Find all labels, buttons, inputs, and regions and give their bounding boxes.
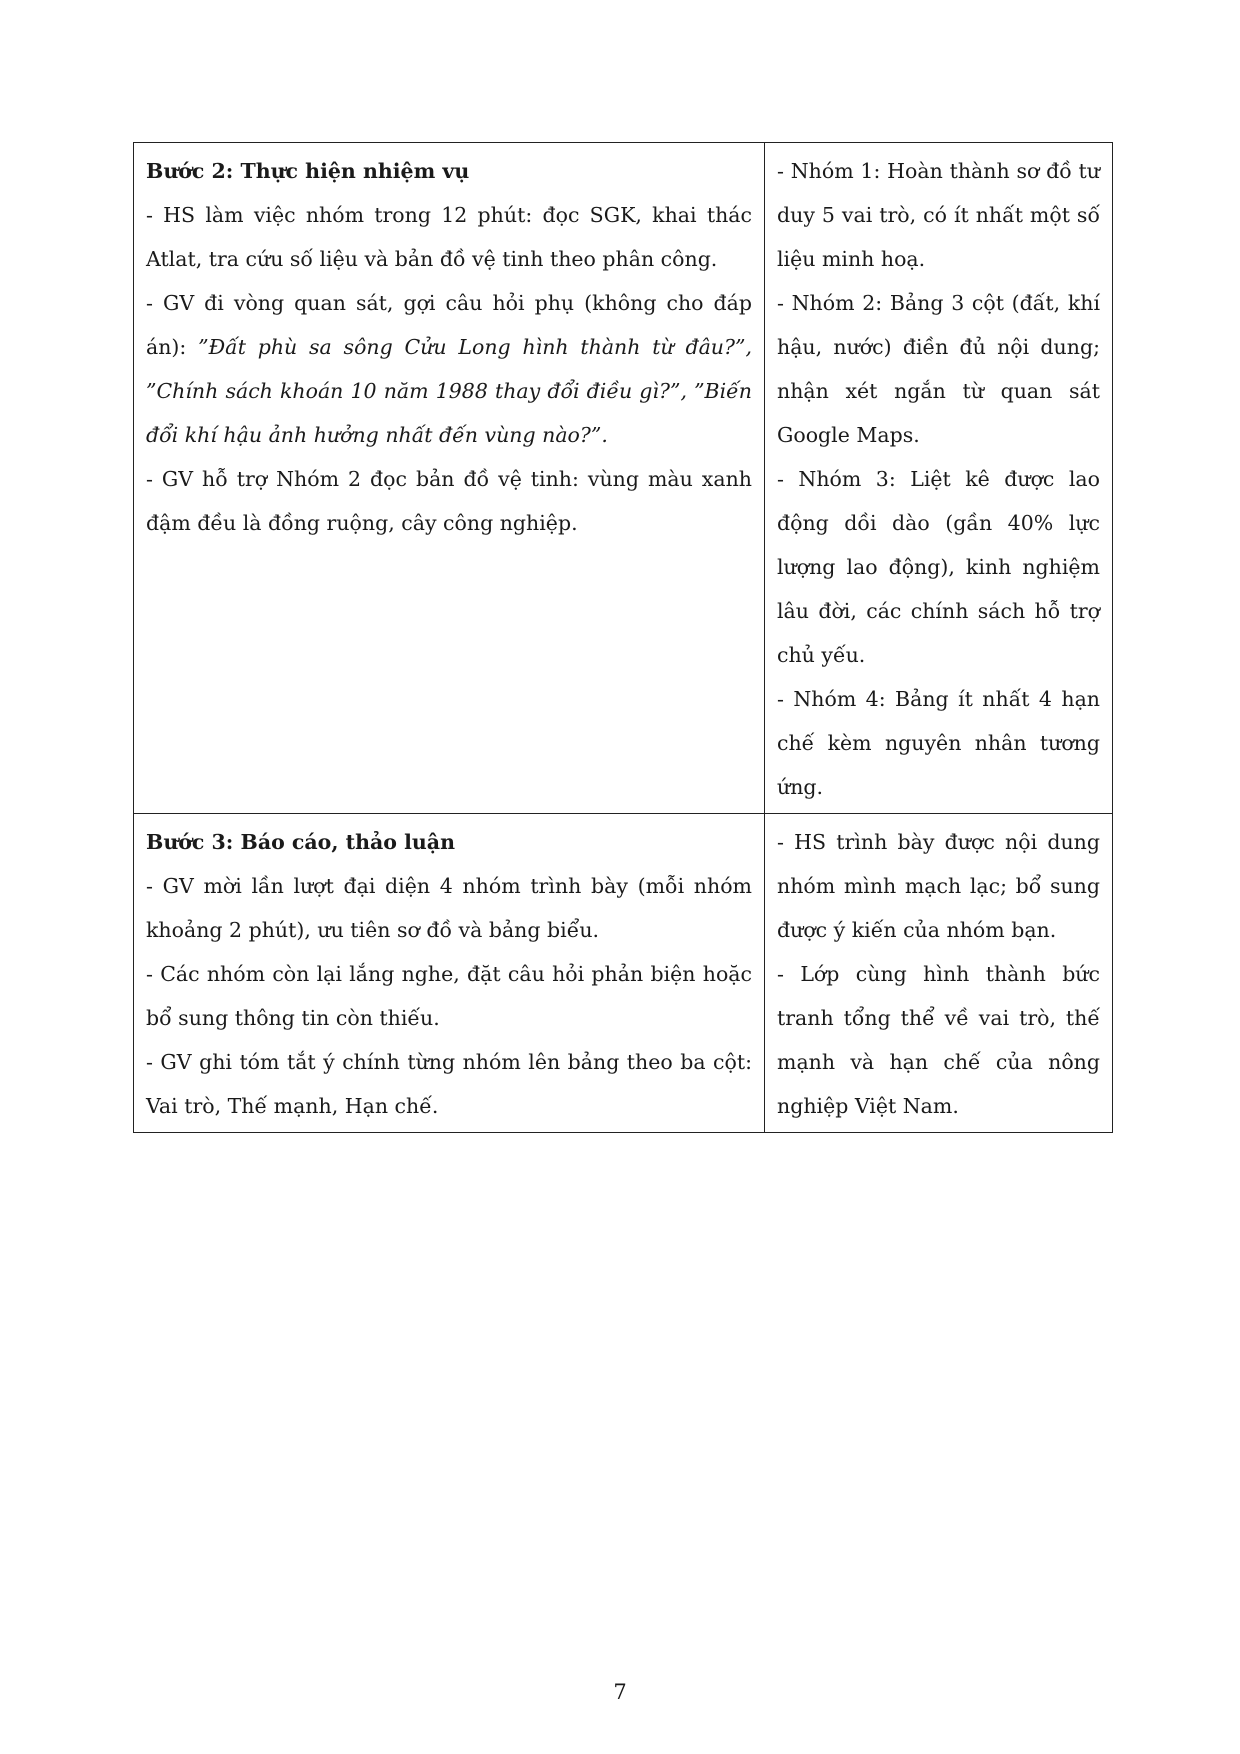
step-3-paragraph-3: - GV ghi tóm tắt ý chính từng nhóm lên bảng theo ba cột: Vai trò, Thế mạnh, Hạn chế. — [146, 1050, 752, 1118]
step-3-outcomes-cell — [765, 814, 1113, 1133]
step-2-outcome-group-3: - Nhóm 3: Liệt kê được lao động dồi dào (gần 40% lực lượng lao động), kinh nghiệm lâu đời, các chính sách hỗ trợ chủ yếu. — [777, 467, 1100, 667]
step-3-paragraph-1: - GV mời lần lượt đại diện 4 nhóm trình bày (mỗi nhóm khoảng 2 phút), ưu tiên sơ đồ và bảng biểu. — [146, 874, 752, 942]
step-2-title: Bước 2: Thực hiện nhiệm vụ — [146, 159, 470, 183]
step-2-outcome-group-4: - Nhóm 4: Bảng ít nhất 4 hạn chế kèm nguyên nhân tương ứng. — [777, 687, 1100, 799]
step-2-paragraph-1: - HS làm việc nhóm trong 12 phút: đọc SGK, khai thác Atlat, tra cứu số liệu và bản đồ vệ tinh theo phân công. — [146, 203, 752, 271]
step-3-outcome-1: - HS trình bày được nội dung nhóm mình mạch lạc; bổ sung được ý kiến của nhóm bạn. — [777, 830, 1100, 942]
step-3-outcome-2: - Lớp cùng hình thành bức tranh tổng thể về vai trò, thế mạnh và hạn chế của nông nghiệp Việt Nam. — [777, 962, 1100, 1118]
step-2-guiding-questions: ”Đất phù sa sông Cửu Long hình thành từ đâu?”, ”Chính sách khoán 10 năm 1988 thay đổi điều gì?”, ”Biến đổi khí hậu ảnh hưởng nhất đến vùng nào?”. — [146, 335, 752, 447]
step-3-paragraph-2: - Các nhóm còn lại lắng nghe, đặt câu hỏi phản biện hoặc bổ sung thông tin còn thiếu. — [146, 962, 752, 1030]
step-2-outcomes-cell — [765, 143, 1113, 814]
step-2-paragraph-2 — [146, 281, 752, 457]
step-2-outcome-group-2: - Nhóm 2: Bảng 3 cột (đất, khí hậu, nước) điền đủ nội dung; nhận xét ngắn từ quan sát Google Maps. — [777, 291, 1100, 447]
step-2-row — [134, 143, 1113, 814]
step-3-row — [134, 814, 1113, 1133]
step-2-activities-cell — [134, 143, 765, 814]
step-3-title: Bước 3: Báo cáo, thảo luận — [146, 830, 455, 854]
step-2-paragraph-2-text: - GV đi vòng quan sát, gợi câu hỏi phụ (không cho đáp án): — [146, 291, 752, 359]
lesson-activity-table — [133, 142, 1113, 1133]
step-2-paragraph-3: - GV hỗ trợ Nhóm 2 đọc bản đồ vệ tinh: vùng màu xanh đậm đều là đồng ruộng, cây công nghiệp. — [146, 467, 752, 535]
page-number: 7 — [613, 1680, 627, 1704]
step-2-outcome-group-1: - Nhóm 1: Hoàn thành sơ đồ tư duy 5 vai trò, có ít nhất một số liệu minh hoạ. — [777, 159, 1100, 271]
step-3-activities-cell — [134, 814, 765, 1133]
